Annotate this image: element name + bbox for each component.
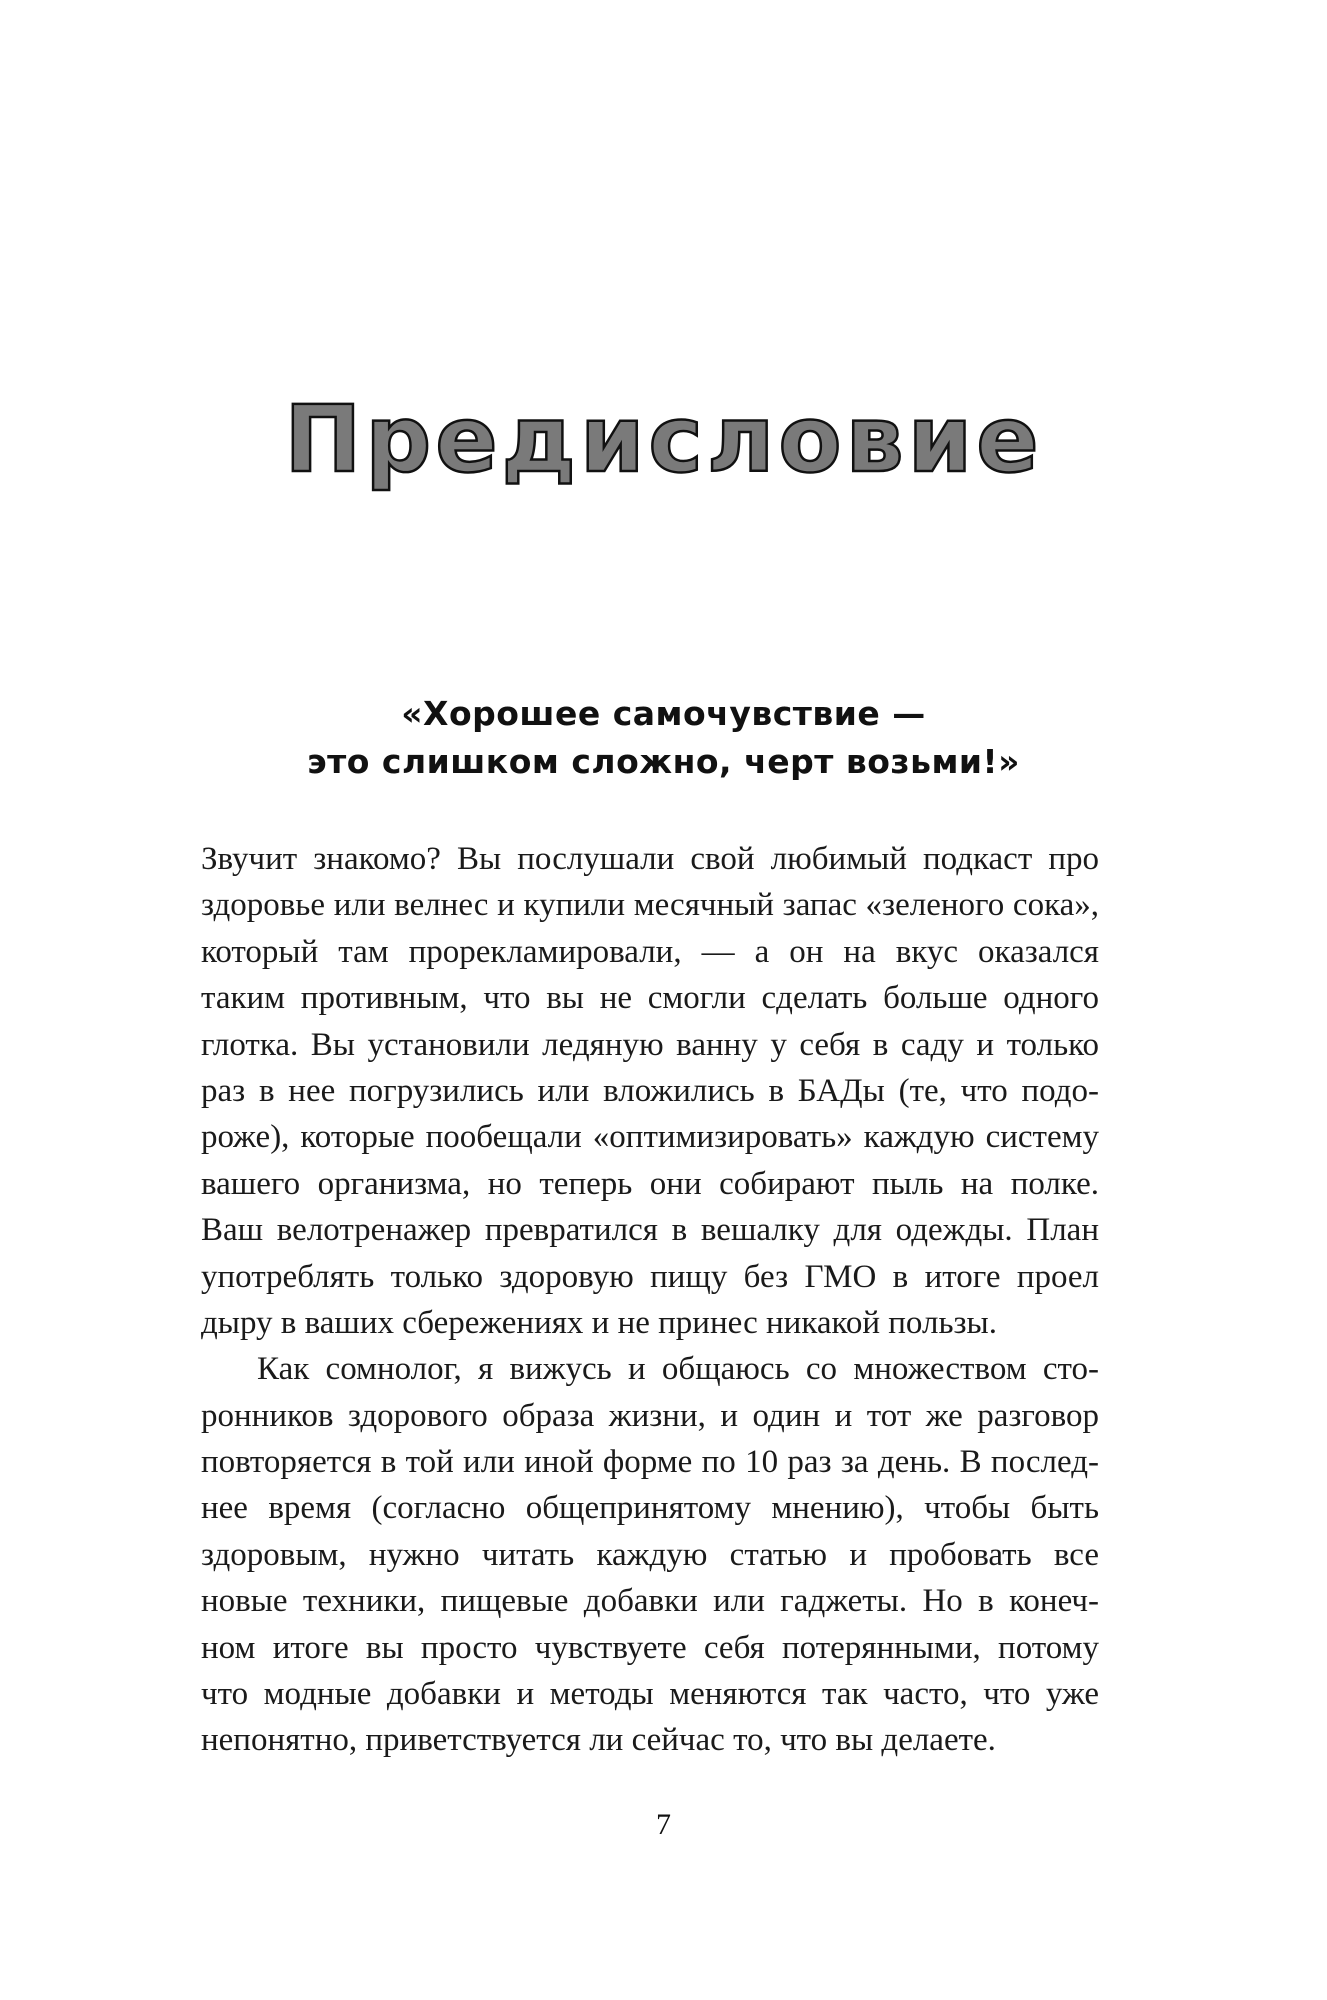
- text-line: Ваш велотренажер превратился в вешалку для одежды. План: [201, 1212, 1099, 1249]
- text-line: что модные добавки и методы меняются так часто, что уже: [201, 1676, 1099, 1713]
- page-number: 7: [656, 1808, 671, 1841]
- text-line: Звучит знакомо? Вы послушали свой любимый подкаст про: [201, 841, 1099, 877]
- paragraph-2: [201, 1346, 1099, 1764]
- text-line: нее время (согласно общепринятому мнению), чтобы быть: [201, 1490, 1099, 1527]
- paragraph-1: [201, 836, 1099, 1346]
- body-text: [201, 836, 1099, 1764]
- text-line: употреблять только здоровую пищу без ГМО в итоге проел: [201, 1258, 1099, 1295]
- text-line: непонятно, приветствуется ли сейчас то, что вы делаете.: [201, 1722, 996, 1759]
- subtitle-line: «Хорошее самочувствие —: [401, 694, 926, 733]
- text-line: Как сомнолог, я вижусь и общаюсь со множеством сто-: [257, 1351, 1099, 1388]
- chapter-title: Предисловие: [284, 386, 1043, 493]
- text-line: глотка. Вы установили ледяную ванну у себя в саду и только: [201, 1026, 1099, 1063]
- text-line: роже), которые пообещали «оптимизировать» каждую систему: [201, 1119, 1099, 1156]
- text-line: повторяется в той или иной форме по 10 раз за день. В послед-: [201, 1444, 1099, 1481]
- text-line: новые техники, пищевые добавки или гаджеты. Но в конеч-: [201, 1583, 1099, 1620]
- text-line: дыру в ваших сбережениях и не принес никакой пользы.: [201, 1304, 997, 1341]
- text-line: раз в нее погрузились или вложились в БАДы (те, что подо-: [201, 1072, 1099, 1109]
- text-line: здоровье или велнес и купили месячный запас «зеленого сока»,: [201, 887, 1099, 924]
- text-line: здоровым, нужно читать каждую статью и пробовать все: [201, 1536, 1099, 1573]
- text-line: ронников здорового образа жизни, и один и тот же разговор: [201, 1397, 1099, 1434]
- text-line: который там прорекламировали, — а он на вкус оказался: [201, 933, 1099, 970]
- section-subtitle: [0, 690, 1327, 786]
- text-line: таким противным, что вы не смогли сделать больше одного: [201, 980, 1099, 1017]
- text-line: вашего организма, но теперь они собирают пыль на полке.: [201, 1165, 1099, 1202]
- subtitle-line: это слишком сложно, черт возьми!»: [307, 742, 1020, 781]
- text-line: ном итоге вы просто чувствуете себя потерянными, потому: [201, 1629, 1099, 1666]
